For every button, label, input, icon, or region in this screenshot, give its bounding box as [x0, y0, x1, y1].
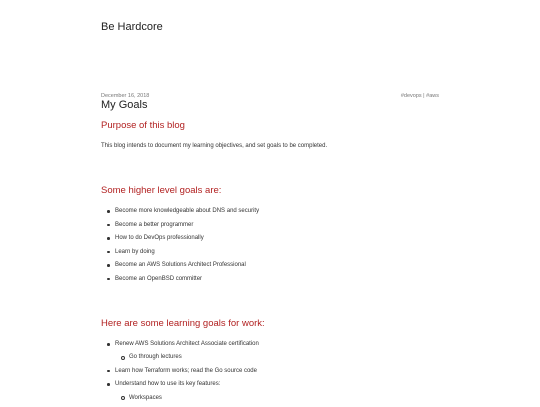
post-tags [401, 93, 439, 100]
site-title-link[interactable]: Be Hardcore [101, 21, 163, 33]
post-date: December 16, 2018 [101, 93, 150, 99]
tag-separator: | [421, 93, 427, 99]
section-heading-higher-goals: Some higher level goals are: [101, 185, 222, 196]
list-item: Renew AWS Solutions Architect Associate certification [101, 340, 259, 353]
learning-goals-list [101, 340, 259, 407]
list-item: Learn by doing [101, 248, 259, 262]
list-item: Understand how to use its key features: [101, 380, 259, 393]
section-heading-learning-goals: Here are some learning goals for work: [101, 318, 265, 329]
tag-link-aws[interactable]: #aws [426, 93, 439, 99]
section-heading-purpose: Purpose of this blog [101, 120, 185, 131]
list-item: How to do DevOps professionally [101, 234, 259, 248]
list-item: Become an AWS Solutions Architect Professional [101, 261, 259, 275]
list-item: Become a better programmer [101, 221, 259, 235]
purpose-paragraph: This blog intends to document my learning objectives, and set goals to be completed. [101, 143, 328, 149]
sub-list-item: Go through lectures [101, 353, 259, 366]
list-item: Become an OpenBSD committer [101, 275, 259, 289]
sub-list-item: Workspaces [101, 394, 259, 407]
post-title: My Goals [101, 99, 148, 111]
list-item: Learn how Terraform works; read the Go source code [101, 367, 259, 380]
higher-goals-list [101, 207, 259, 288]
tag-link-devops[interactable]: #devops [400, 93, 422, 99]
list-item: Become more knowledgeable about DNS and security [101, 207, 259, 221]
